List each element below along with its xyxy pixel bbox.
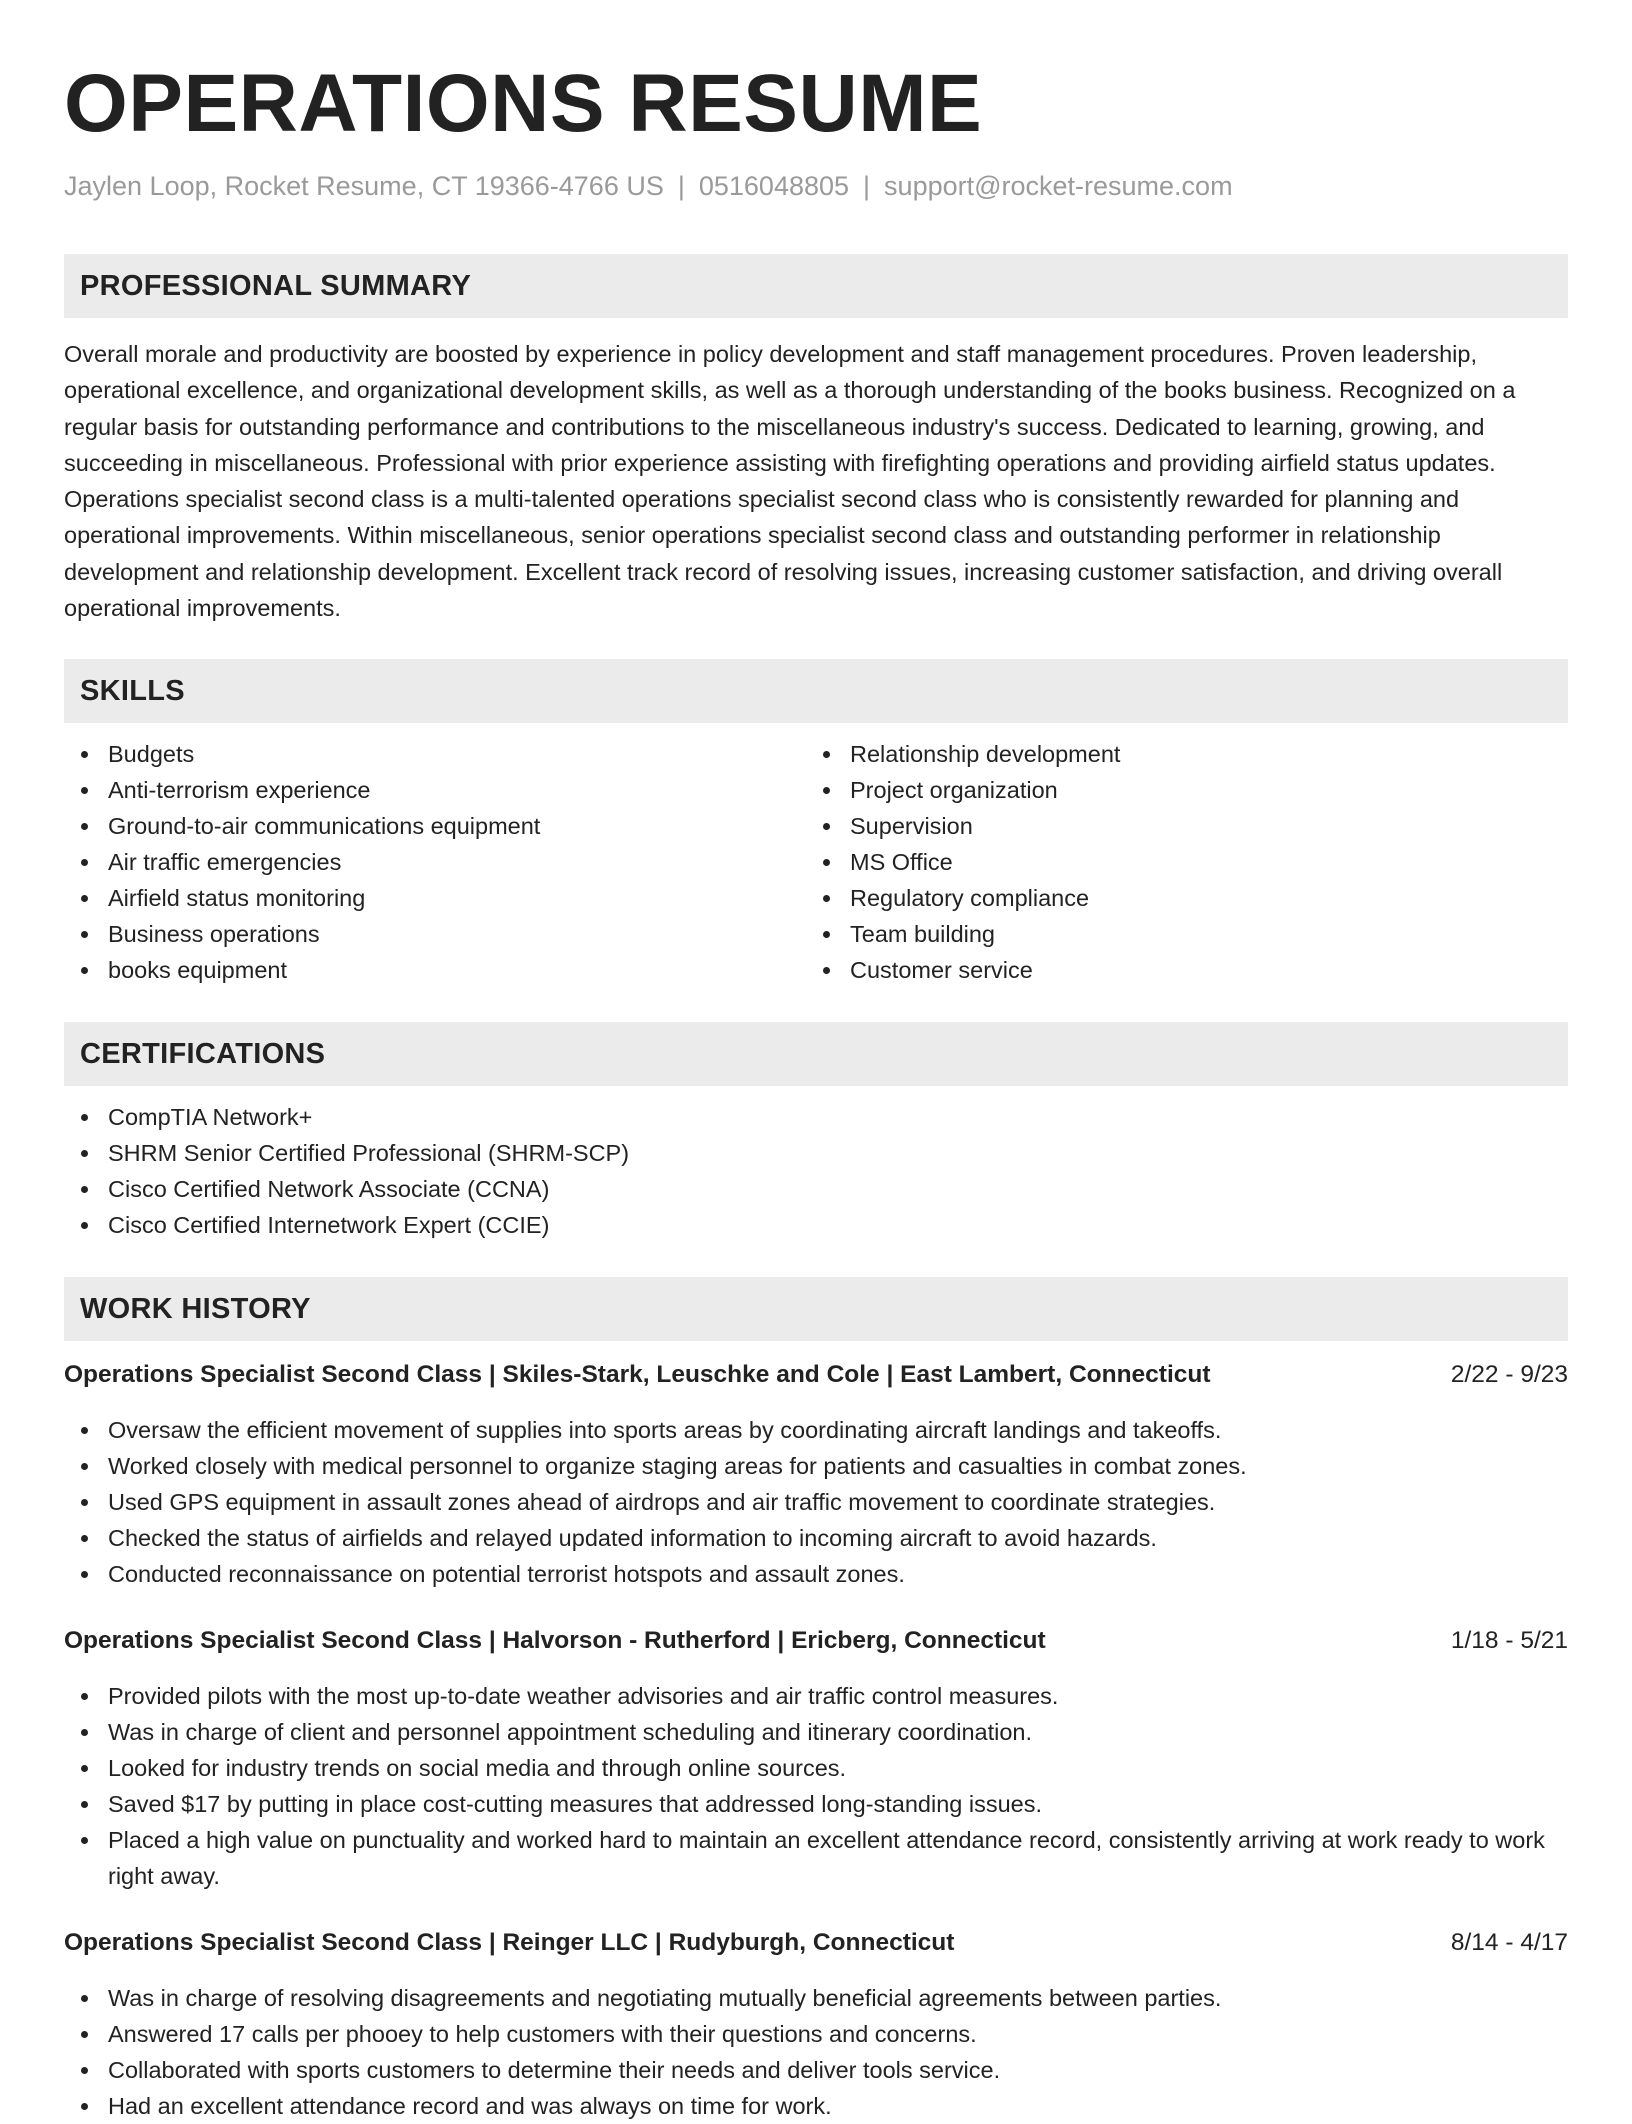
skill-item: Ground-to-air communications equipment — [64, 808, 806, 844]
job-header — [64, 1925, 1568, 1961]
certification-item: Cisco Certified Network Associate (CCNA) — [64, 1171, 1568, 1207]
job-bullet: Provided pilots with the most up-to-date weather advisories and air traffic control measures. — [64, 1678, 1568, 1714]
job-title: Operations Specialist Second Class | Skiles-Stark, Leuschke and Cole | East Lambert, Connecticut — [64, 1361, 1211, 1389]
job-bullet: Collaborated with sports customers to determine their needs and deliver tools service. — [64, 2052, 1568, 2088]
job-bullets — [64, 1678, 1568, 1894]
summary-heading: PROFESSIONAL SUMMARY — [64, 254, 1568, 318]
job-entry — [64, 1357, 1568, 1592]
job-header — [64, 1357, 1568, 1393]
skill-item: Regulatory compliance — [806, 880, 1548, 916]
job-bullet: Checked the status of airfields and relayed updated information to incoming aircraft to avoid hazards. — [64, 1520, 1568, 1556]
job-entry — [64, 1925, 1568, 2124]
job-dates: 2/22 - 9/23 — [1450, 1361, 1568, 1389]
resume-page — [64, 0, 1568, 2124]
skill-item: Customer service — [806, 952, 1548, 988]
skill-item: Anti-terrorism experience — [64, 772, 806, 808]
work-history-heading: WORK HISTORY — [64, 1277, 1568, 1341]
job-bullet: Used GPS equipment in assault zones ahead of airdrops and air traffic movement to coordinate strategies. — [64, 1484, 1568, 1520]
job-bullet: Had an excellent attendance record and was always on time for work. — [64, 2088, 1568, 2124]
summary-text: Overall morale and productivity are boosted by experience in policy development and staff management procedures. Proven leadership, operational excellence, and organizational development skills, as well as a thorough understanding of the books business. Recognized on a regular basis for outstanding performance and contributions to the miscellaneous industry's success. Dedicated to learning, growing, and succeeding in miscellaneous. Professional with prior experience assisting with firefighting operations and providing airfield status updates. Operations specialist second class is a multi-talented operations specialist second class who is consistently rewarded for planning and operational improvements. Within miscellaneous, senior operations specialist second class and outstanding performer in relationship development and relationship development. Excellent track record of resolving issues, increasing customer satisfaction, and driving overall operational improvements. — [64, 341, 1516, 622]
skill-item: Team building — [806, 916, 1548, 952]
contact-line — [64, 168, 1568, 204]
job-dates: 8/14 - 4/17 — [1450, 1929, 1568, 1957]
job-title: Operations Specialist Second Class | Halvorson - Rutherford | Ericberg, Connecticut — [64, 1627, 1046, 1655]
resume-title: OPERATIONS RESUME — [64, 58, 983, 149]
job-bullet: Oversaw the efficient movement of supplies into sports areas by coordinating aircraft landings and takeoffs. — [64, 1412, 1568, 1448]
job-bullets — [64, 1980, 1568, 2124]
skill-item: Project organization — [806, 772, 1548, 808]
certifications-heading: CERTIFICATIONS — [64, 1022, 1568, 1086]
contact-separator: | — [863, 171, 871, 201]
job-bullet: Saved $17 by putting in place cost-cutting measures that addressed long-standing issues. — [64, 1786, 1568, 1822]
contact-phone: 0516048805 — [698, 171, 850, 201]
contact-email: support@rocket-resume.com — [884, 171, 1233, 201]
skill-item: Business operations — [64, 916, 806, 952]
job-bullet: Looked for industry trends on social media and through online sources. — [64, 1750, 1568, 1786]
skills-heading: SKILLS — [64, 659, 1568, 723]
certification-item: CompTIA Network+ — [64, 1099, 1568, 1135]
job-bullets — [64, 1412, 1568, 1592]
job-bullet: Was in charge of resolving disagreements and negotiating mutually beneficial agreements between parties. — [64, 1980, 1568, 2016]
skills-right-column — [806, 736, 1548, 988]
job-bullet: Placed a high value on punctuality and worked hard to maintain an excellent attendance record, consistently arriving at work ready to work right away. — [64, 1822, 1568, 1894]
skill-item: Airfield status monitoring — [64, 880, 806, 916]
certification-item: SHRM Senior Certified Professional (SHRM-SCP) — [64, 1135, 1568, 1171]
skill-item: MS Office — [806, 844, 1548, 880]
job-title: Operations Specialist Second Class | Reinger LLC | Rudyburgh, Connecticut — [64, 1929, 955, 1957]
skill-item: Air traffic emergencies — [64, 844, 806, 880]
contact-separator: | — [677, 171, 685, 201]
certifications-list — [64, 1099, 1568, 1243]
job-bullet: Conducted reconnaissance on potential terrorist hotspots and assault zones. — [64, 1556, 1568, 1592]
job-entry — [64, 1623, 1568, 1894]
job-dates: 1/18 - 5/21 — [1450, 1627, 1568, 1655]
job-bullet: Worked closely with medical personnel to organize staging areas for patients and casualties in combat zones. — [64, 1448, 1568, 1484]
certification-item: Cisco Certified Internetwork Expert (CCIE) — [64, 1207, 1568, 1243]
contact-address: Jaylen Loop, Rocket Resume, CT 19366-4766 US — [64, 171, 664, 201]
skill-item: books equipment — [64, 952, 806, 988]
job-header — [64, 1623, 1568, 1659]
skill-item: Supervision — [806, 808, 1548, 844]
job-bullet: Was in charge of client and personnel appointment scheduling and itinerary coordination. — [64, 1714, 1568, 1750]
job-bullet: Answered 17 calls per phooey to help customers with their questions and concerns. — [64, 2016, 1568, 2052]
skills-left-column — [64, 736, 806, 988]
skill-item: Relationship development — [806, 736, 1548, 772]
skill-item: Budgets — [64, 736, 806, 772]
skills-list — [64, 736, 1568, 988]
